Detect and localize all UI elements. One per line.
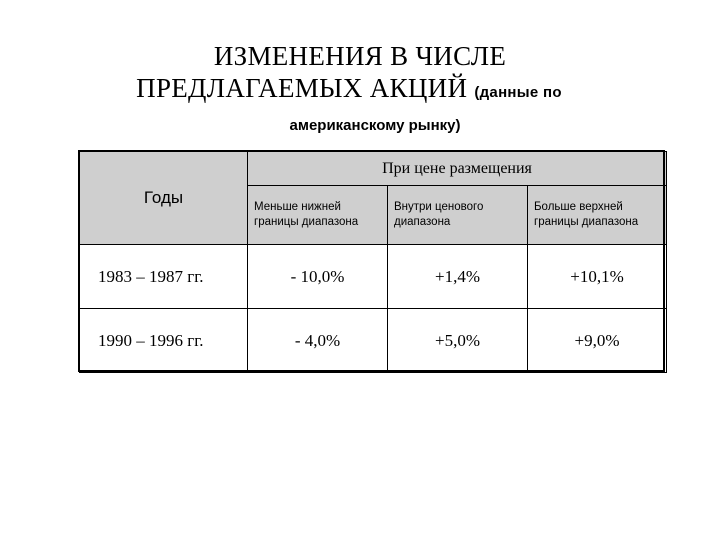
- header-below-range: Меньше нижней границы диапазона: [248, 186, 388, 245]
- table-header-row: [80, 152, 667, 186]
- cell-below-range: - 10,0%: [248, 245, 388, 309]
- header-years: Годы: [80, 152, 248, 245]
- ipo-changes-table: [79, 151, 667, 373]
- title-note-part-1: (данные по: [474, 84, 562, 101]
- header-above-range: Больше верхней границы диапазона: [528, 186, 667, 245]
- title-note-part-2: американскому рынку): [289, 117, 461, 134]
- cell-above-range: +9,0%: [528, 309, 667, 373]
- title-main-text: ПРЕДЛАГАЕМЫХ АКЦИЙ: [136, 73, 468, 103]
- cell-within-range: +1,4%: [388, 245, 528, 309]
- cell-within-range: +5,0%: [388, 309, 528, 373]
- title-line-2: [0, 72, 720, 109]
- header-placement-price: При цене размещения: [248, 152, 667, 186]
- table-row: [80, 245, 667, 309]
- slide-title: [0, 40, 720, 137]
- table-row: [80, 309, 667, 373]
- cell-below-range: - 4,0%: [248, 309, 388, 373]
- header-within-range: Внутри ценового диапазона: [388, 186, 528, 245]
- row-period: 1983 – 1987 гг.: [80, 245, 248, 309]
- row-period: 1990 – 1996 гг.: [80, 309, 248, 373]
- title-line-1: ИЗМЕНЕНИЯ В ЧИСЛЕ: [213, 41, 507, 71]
- cell-above-range: +10,1%: [528, 245, 667, 309]
